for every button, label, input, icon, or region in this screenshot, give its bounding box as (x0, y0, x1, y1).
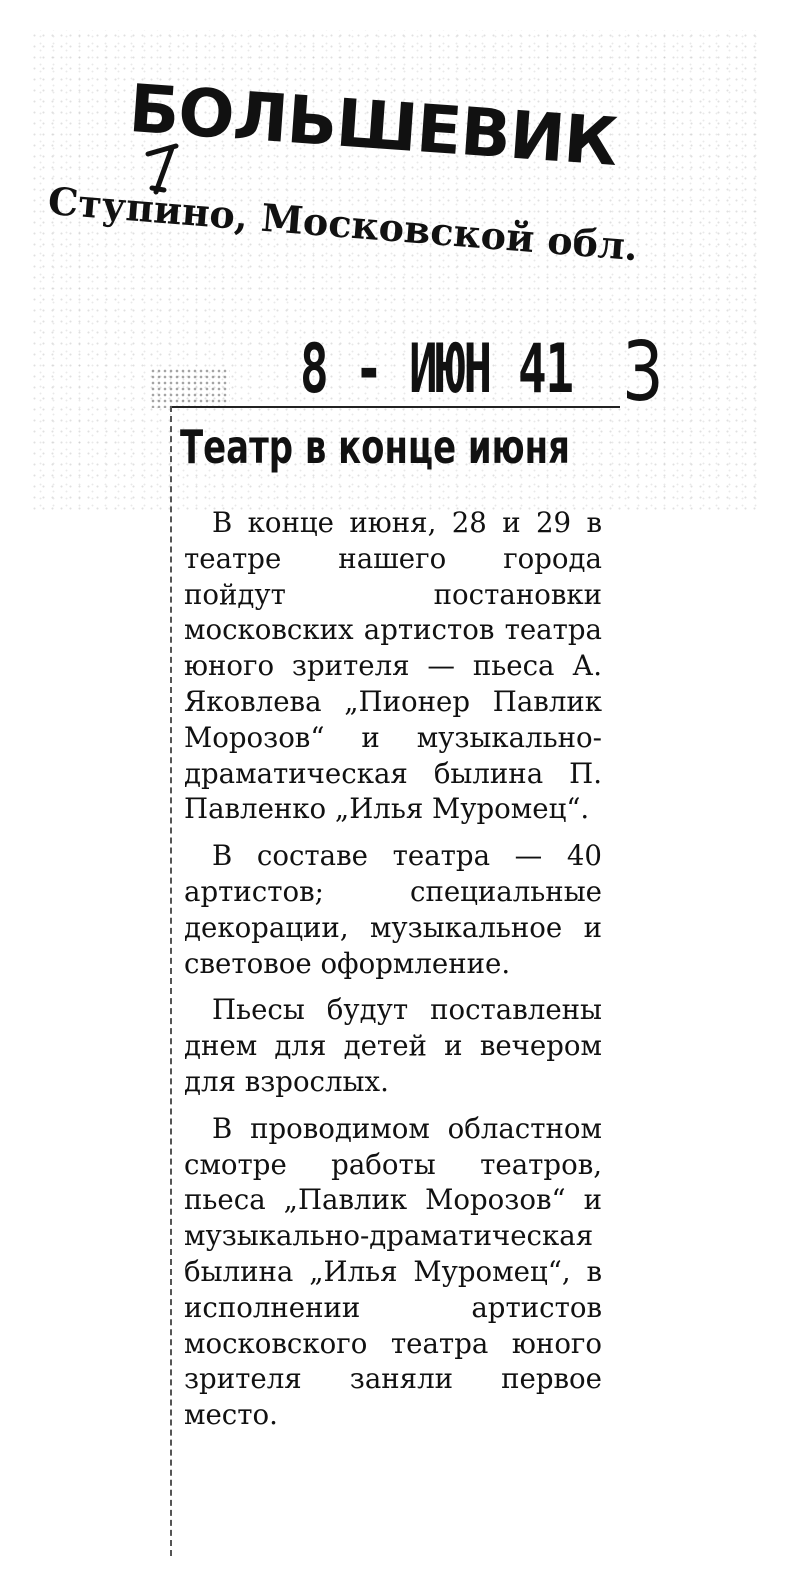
article-paragraph: В конце июня, 28 и 29 в театре нашего города пойдут постановки московских артистов театра юного зрителя — пьеса А. Яковлева „Пионер Павлик Морозов“ и музыкально-драматическая былина П. Павленко „Илья Муромец“. (184, 506, 602, 826)
article-body (184, 505, 602, 1433)
page-number: 3 (622, 325, 664, 420)
issue-date: 8 - ИЮН 41 (300, 330, 573, 409)
newspaper-title: БОЛЬШЕВИК (126, 70, 620, 181)
newspaper-location: Ступино, Московской обл. (46, 178, 640, 270)
article-paragraph: В проводимом областном смотре работы театров, пьеса „Павлик Морозов“ и музыкально-драматическая былина „Илья Муромец“, в исполнении артистов московского театра юного зрителя заняли первое место. (184, 1111, 602, 1432)
clipping-top-edge (170, 406, 620, 408)
article-paragraph: Пьесы будут поставлены днем для детей и вечером для взрослых. (184, 993, 602, 1098)
article-headline: Театр в конце июня (180, 420, 570, 474)
stamp-smudge (150, 368, 230, 408)
clipping-left-edge (170, 406, 172, 1556)
article-paragraph: В составе театра — 40 артистов; специальные декорации, музыкальное и световое оформление. (184, 839, 602, 980)
